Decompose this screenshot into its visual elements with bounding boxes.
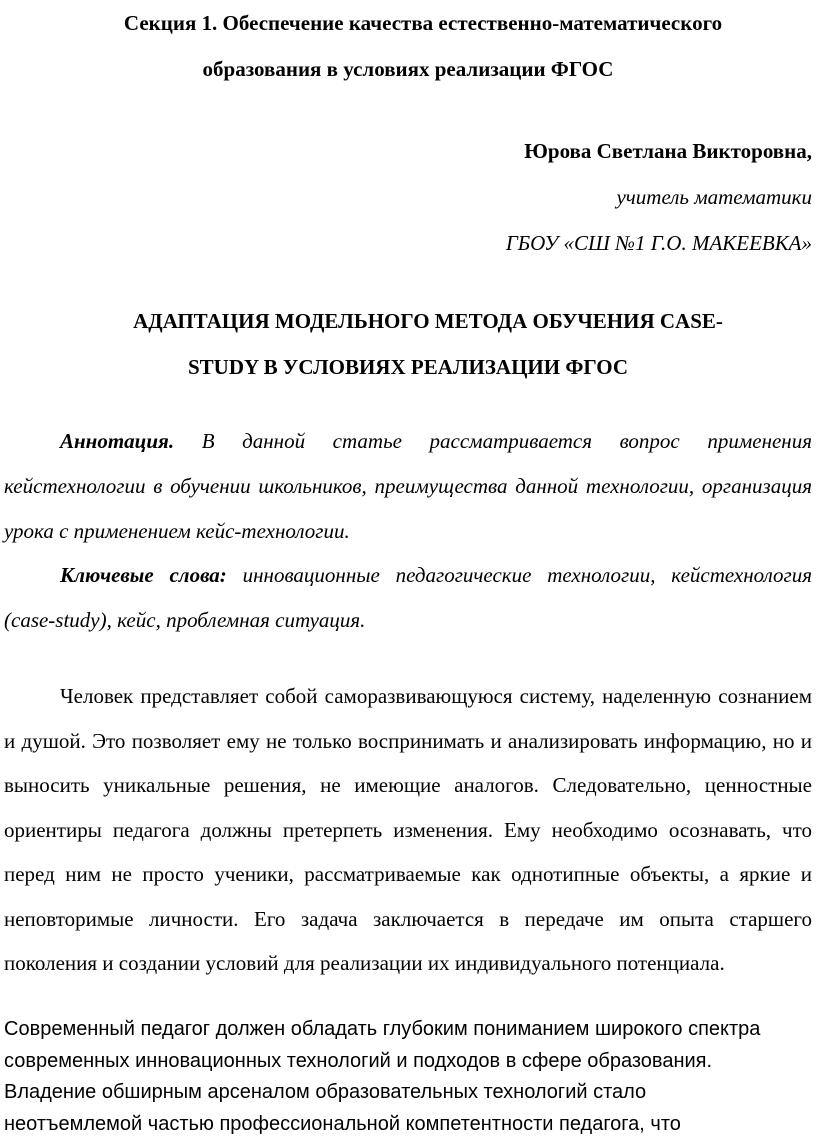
author-organization: ГБОУ «СШ №1 Г.О. МАКЕЕВКА» [505, 231, 812, 255]
article-title-line-2: STUDY В УСЛОВИЯХ РЕАЛИЗАЦИИ ФГОС [188, 355, 628, 379]
body-paragraph-2: Современный педагог должен обладать глубоким пониманием широкого спектра современных инновационных технологий и подходов в сфере образования. Владение обширным арсеналом образовательных технологий стало неотъемлемой частью профессиональной компетентности педагога, что [4, 1018, 761, 1135]
author-position: учитель математики [616, 185, 812, 209]
section-heading [0, 0, 816, 92]
author-block [212, 128, 812, 266]
keywords-paragraph [4, 553, 812, 643]
abstract-label: Аннотация. [60, 429, 175, 453]
body-paragraph-1 [4, 674, 812, 986]
section-heading-line-2: образования в условиях реализации ФГОС [202, 57, 614, 81]
abstract-paragraph [4, 419, 812, 554]
section-heading-line-1: Секция 1. Обеспечение качества естественно-математического [123, 11, 723, 35]
body-paragraph-1-text: Человек представляет собой саморазвивающуюся систему, наделенную сознанием и душой. Это позволяет ему не только воспринимать и анализировать информацию, но и выносить уникальные решения, не имеющие аналогов. Следовательно, ценностные ориентиры педагога должны претерпеть изменения. Ему необходимо осознавать, что перед ним не просто ученики, рассматриваемые как однотипные объекты, а яркие и неповторимые личности. Его задача заключается в передаче им опыта старшего поколения и создании условий для реализации их индивидуального потенциала. [4, 684, 812, 975]
author-name: Юрова Светлана Викторовна, [524, 139, 812, 163]
keywords-label: Ключевые слова: [60, 563, 227, 587]
article-title [0, 298, 816, 390]
keywords-text: инновационные педагогические технологии, кейстехнология (case-study), кейс, проблемная ситуация. [4, 563, 812, 632]
abstract-text: В данной статье рассматривается вопрос применения кейстехнологии в обучении школьников, преимущества данной технологии, организация урока с применением кейс-технологии. [4, 429, 812, 543]
article-title-line-1: АДАПТАЦИЯ МОДЕЛЬНОГО МЕТОДА ОБУЧЕНИЯ CASE- [133, 309, 723, 333]
